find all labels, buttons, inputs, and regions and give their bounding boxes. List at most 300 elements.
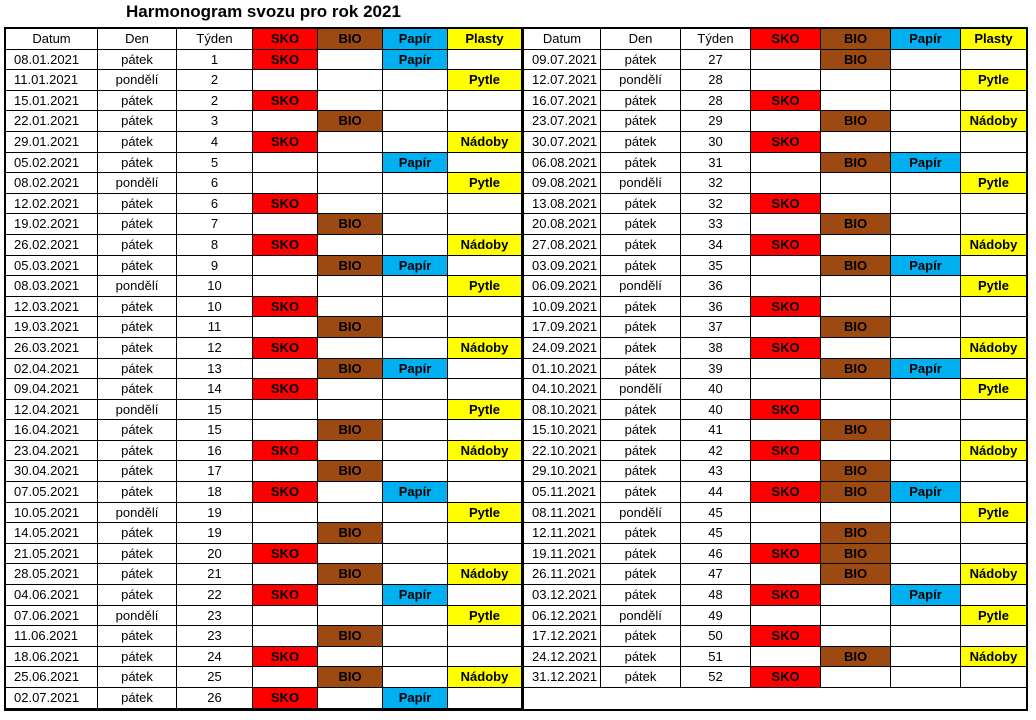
- cell-date: 17.12.2021: [524, 626, 601, 647]
- cell-day: pátek: [601, 482, 681, 503]
- header-sko: SKO: [253, 29, 318, 50]
- cell-sko: [253, 276, 318, 297]
- cell-day: pondělí: [98, 503, 177, 524]
- cell-sko: [253, 70, 318, 91]
- cell-plasty: [448, 420, 521, 441]
- cell-bio: [821, 338, 891, 359]
- cell-day: pondělí: [601, 276, 681, 297]
- cell-sko: [751, 420, 821, 441]
- cell-week: 50: [681, 626, 751, 647]
- cell-plasty: [961, 214, 1026, 235]
- cell-day: pátek: [98, 297, 177, 318]
- cell-week: 23: [177, 606, 253, 627]
- cell-sko: [253, 317, 318, 338]
- cell-date: 27.08.2021: [524, 235, 601, 256]
- cell-week: 4: [177, 132, 253, 153]
- cell-plasty: [448, 626, 521, 647]
- cell-bio: BIO: [318, 420, 383, 441]
- cell-bio: [318, 153, 383, 174]
- cell-date: 09.08.2021: [524, 173, 601, 194]
- cell-plasty: [448, 688, 521, 709]
- cell-plasty: [961, 523, 1026, 544]
- header-papir: Papír: [891, 29, 961, 50]
- schedule-second-half: [524, 29, 1026, 688]
- cell-bio: BIO: [821, 256, 891, 277]
- cell-bio: [821, 585, 891, 606]
- cell-bio: BIO: [821, 482, 891, 503]
- cell-papir: [383, 194, 448, 215]
- cell-date: 13.08.2021: [524, 194, 601, 215]
- cell-plasty: [448, 359, 521, 380]
- cell-papir: [891, 626, 961, 647]
- cell-papir: [383, 564, 448, 585]
- cell-papir: [383, 235, 448, 256]
- cell-date: 05.03.2021: [6, 256, 98, 277]
- cell-date: 26.02.2021: [6, 235, 98, 256]
- cell-day: pátek: [98, 482, 177, 503]
- cell-sko: [253, 359, 318, 380]
- cell-plasty: [961, 132, 1026, 153]
- cell-sko: SKO: [253, 379, 318, 400]
- cell-papir: [891, 214, 961, 235]
- cell-date: 05.11.2021: [524, 482, 601, 503]
- cell-week: 52: [681, 667, 751, 688]
- cell-week: 32: [681, 173, 751, 194]
- cell-papir: [383, 400, 448, 421]
- cell-papir: [891, 111, 961, 132]
- cell-bio: [821, 379, 891, 400]
- cell-papir: [383, 111, 448, 132]
- cell-sko: SKO: [751, 194, 821, 215]
- cell-sko: SKO: [751, 544, 821, 565]
- cell-bio: [318, 379, 383, 400]
- cell-day: pátek: [98, 91, 177, 112]
- cell-date: 10.05.2021: [6, 503, 98, 524]
- cell-sko: [253, 564, 318, 585]
- cell-day: pátek: [98, 564, 177, 585]
- cell-day: pátek: [601, 194, 681, 215]
- cell-week: 26: [177, 688, 253, 709]
- cell-papir: [383, 523, 448, 544]
- cell-week: 40: [681, 400, 751, 421]
- cell-day: pondělí: [601, 173, 681, 194]
- cell-date: 24.12.2021: [524, 647, 601, 668]
- cell-bio: [318, 503, 383, 524]
- cell-sko: [253, 667, 318, 688]
- cell-sko: [253, 173, 318, 194]
- cell-plasty: Pytle: [961, 70, 1026, 91]
- cell-papir: Papír: [891, 153, 961, 174]
- cell-sko: SKO: [751, 235, 821, 256]
- header-week: Týden: [177, 29, 253, 50]
- cell-date: 03.09.2021: [524, 256, 601, 277]
- header-bio: BIO: [821, 29, 891, 50]
- cell-papir: [383, 91, 448, 112]
- cell-date: 20.08.2021: [524, 214, 601, 235]
- cell-day: pátek: [601, 132, 681, 153]
- cell-plasty: Pytle: [448, 606, 521, 627]
- cell-week: 5: [177, 153, 253, 174]
- cell-bio: [821, 91, 891, 112]
- cell-plasty: [961, 50, 1026, 71]
- cell-bio: BIO: [318, 564, 383, 585]
- cell-papir: [383, 338, 448, 359]
- cell-sko: [751, 503, 821, 524]
- cell-sko: [751, 153, 821, 174]
- cell-papir: [891, 173, 961, 194]
- cell-bio: [821, 626, 891, 647]
- cell-day: pátek: [601, 50, 681, 71]
- cell-date: 07.06.2021: [6, 606, 98, 627]
- cell-bio: BIO: [318, 523, 383, 544]
- cell-date: 31.12.2021: [524, 667, 601, 688]
- cell-plasty: Pytle: [961, 276, 1026, 297]
- cell-bio: [318, 585, 383, 606]
- cell-bio: [318, 50, 383, 71]
- cell-bio: [318, 688, 383, 709]
- cell-sko: [253, 626, 318, 647]
- cell-date: 08.10.2021: [524, 400, 601, 421]
- cell-date: 30.07.2021: [524, 132, 601, 153]
- cell-papir: [383, 441, 448, 462]
- cell-papir: [891, 420, 961, 441]
- cell-bio: BIO: [318, 461, 383, 482]
- cell-day: pátek: [601, 400, 681, 421]
- schedule-first-half: [6, 29, 524, 709]
- cell-day: pondělí: [98, 276, 177, 297]
- cell-week: 36: [681, 276, 751, 297]
- cell-week: 12: [177, 338, 253, 359]
- cell-week: 51: [681, 647, 751, 668]
- cell-sko: SKO: [253, 132, 318, 153]
- cell-week: 14: [177, 379, 253, 400]
- cell-plasty: [448, 111, 521, 132]
- cell-bio: [821, 132, 891, 153]
- cell-plasty: [961, 544, 1026, 565]
- cell-plasty: [961, 585, 1026, 606]
- cell-week: 23: [177, 626, 253, 647]
- cell-bio: [318, 91, 383, 112]
- cell-day: pátek: [601, 235, 681, 256]
- cell-week: 45: [681, 523, 751, 544]
- cell-sko: [751, 317, 821, 338]
- cell-day: pátek: [98, 214, 177, 235]
- schedule-table: [4, 27, 1028, 711]
- cell-date: 14.05.2021: [6, 523, 98, 544]
- cell-day: pátek: [98, 50, 177, 71]
- cell-papir: [891, 276, 961, 297]
- cell-day: pátek: [601, 153, 681, 174]
- cell-papir: [891, 400, 961, 421]
- cell-day: pondělí: [601, 606, 681, 627]
- cell-papir: [383, 647, 448, 668]
- cell-sko: [253, 523, 318, 544]
- cell-week: 28: [681, 91, 751, 112]
- cell-day: pondělí: [98, 173, 177, 194]
- cell-papir: [383, 544, 448, 565]
- cell-bio: BIO: [821, 420, 891, 441]
- cell-bio: [821, 503, 891, 524]
- cell-sko: [253, 606, 318, 627]
- cell-sko: SKO: [253, 297, 318, 318]
- cell-day: pátek: [98, 359, 177, 380]
- cell-papir: [891, 338, 961, 359]
- cell-papir: [891, 297, 961, 318]
- cell-date: 26.03.2021: [6, 338, 98, 359]
- cell-date: 29.10.2021: [524, 461, 601, 482]
- cell-plasty: Nádoby: [961, 564, 1026, 585]
- cell-bio: BIO: [821, 647, 891, 668]
- cell-bio: BIO: [318, 626, 383, 647]
- cell-sko: [751, 606, 821, 627]
- cell-plasty: [448, 256, 521, 277]
- cell-papir: [383, 420, 448, 441]
- cell-plasty: [448, 647, 521, 668]
- cell-week: 37: [681, 317, 751, 338]
- cell-papir: Papír: [383, 688, 448, 709]
- cell-week: 32: [681, 194, 751, 215]
- cell-day: pondělí: [98, 606, 177, 627]
- cell-date: 09.04.2021: [6, 379, 98, 400]
- cell-plasty: [448, 379, 521, 400]
- cell-papir: Papír: [891, 585, 961, 606]
- cell-bio: [821, 194, 891, 215]
- cell-bio: [821, 276, 891, 297]
- cell-week: 19: [177, 523, 253, 544]
- cell-bio: [821, 667, 891, 688]
- cell-bio: BIO: [318, 359, 383, 380]
- cell-day: pátek: [601, 420, 681, 441]
- cell-day: pátek: [98, 688, 177, 709]
- cell-bio: BIO: [318, 317, 383, 338]
- cell-week: 38: [681, 338, 751, 359]
- cell-bio: [318, 132, 383, 153]
- cell-bio: [318, 297, 383, 318]
- cell-week: 2: [177, 70, 253, 91]
- cell-plasty: [448, 544, 521, 565]
- cell-day: pátek: [601, 441, 681, 462]
- cell-day: pátek: [98, 317, 177, 338]
- cell-bio: [821, 441, 891, 462]
- cell-bio: BIO: [318, 111, 383, 132]
- cell-plasty: [961, 297, 1026, 318]
- header-day: Den: [98, 29, 177, 50]
- cell-bio: BIO: [821, 461, 891, 482]
- cell-plasty: Pytle: [961, 379, 1026, 400]
- cell-week: 36: [681, 297, 751, 318]
- cell-sko: SKO: [253, 647, 318, 668]
- cell-day: pátek: [98, 667, 177, 688]
- cell-sko: [751, 173, 821, 194]
- cell-sko: SKO: [751, 297, 821, 318]
- cell-plasty: Nádoby: [961, 441, 1026, 462]
- cell-papir: [383, 317, 448, 338]
- cell-papir: [891, 667, 961, 688]
- cell-sko: SKO: [253, 50, 318, 71]
- cell-week: 24: [177, 647, 253, 668]
- cell-papir: Papír: [383, 585, 448, 606]
- cell-day: pondělí: [601, 503, 681, 524]
- cell-plasty: [961, 194, 1026, 215]
- cell-week: 13: [177, 359, 253, 380]
- cell-sko: SKO: [751, 338, 821, 359]
- cell-papir: [891, 132, 961, 153]
- cell-week: 35: [681, 256, 751, 277]
- cell-week: 44: [681, 482, 751, 503]
- cell-plasty: [961, 482, 1026, 503]
- cell-week: 22: [177, 585, 253, 606]
- cell-day: pátek: [601, 461, 681, 482]
- cell-papir: [383, 379, 448, 400]
- cell-day: pátek: [601, 297, 681, 318]
- cell-plasty: Pytle: [448, 173, 521, 194]
- cell-sko: [751, 359, 821, 380]
- cell-bio: [318, 482, 383, 503]
- cell-date: 15.01.2021: [6, 91, 98, 112]
- cell-date: 12.02.2021: [6, 194, 98, 215]
- cell-week: 42: [681, 441, 751, 462]
- cell-papir: Papír: [891, 256, 961, 277]
- cell-day: pátek: [98, 585, 177, 606]
- cell-week: 1: [177, 50, 253, 71]
- cell-week: 31: [681, 153, 751, 174]
- cell-week: 30: [681, 132, 751, 153]
- cell-sko: [751, 214, 821, 235]
- cell-date: 11.06.2021: [6, 626, 98, 647]
- cell-date: 22.01.2021: [6, 111, 98, 132]
- cell-plasty: Nádoby: [448, 235, 521, 256]
- cell-week: 9: [177, 256, 253, 277]
- cell-bio: BIO: [318, 256, 383, 277]
- cell-week: 33: [681, 214, 751, 235]
- cell-bio: BIO: [821, 111, 891, 132]
- header-date: Datum: [6, 29, 98, 50]
- cell-date: 24.09.2021: [524, 338, 601, 359]
- cell-week: 11: [177, 317, 253, 338]
- cell-plasty: [448, 214, 521, 235]
- cell-sko: SKO: [253, 688, 318, 709]
- cell-date: 04.10.2021: [524, 379, 601, 400]
- cell-papir: [383, 606, 448, 627]
- cell-sko: SKO: [751, 585, 821, 606]
- cell-week: 46: [681, 544, 751, 565]
- cell-bio: [821, 297, 891, 318]
- cell-week: 28: [681, 70, 751, 91]
- cell-papir: [383, 276, 448, 297]
- cell-date: 21.05.2021: [6, 544, 98, 565]
- cell-bio: [318, 338, 383, 359]
- cell-date: 03.12.2021: [524, 585, 601, 606]
- cell-bio: BIO: [821, 564, 891, 585]
- cell-sko: SKO: [751, 626, 821, 647]
- cell-plasty: [448, 50, 521, 71]
- cell-plasty: Nádoby: [961, 111, 1026, 132]
- cell-date: 19.03.2021: [6, 317, 98, 338]
- cell-bio: BIO: [318, 667, 383, 688]
- cell-date: 25.06.2021: [6, 667, 98, 688]
- cell-plasty: Nádoby: [961, 338, 1026, 359]
- cell-sko: SKO: [751, 91, 821, 112]
- cell-sko: SKO: [253, 235, 318, 256]
- cell-date: 12.07.2021: [524, 70, 601, 91]
- cell-bio: [821, 70, 891, 91]
- cell-papir: Papír: [891, 359, 961, 380]
- cell-date: 18.06.2021: [6, 647, 98, 668]
- cell-plasty: [961, 317, 1026, 338]
- cell-papir: Papír: [383, 256, 448, 277]
- cell-date: 08.03.2021: [6, 276, 98, 297]
- cell-plasty: [961, 153, 1026, 174]
- cell-plasty: [448, 523, 521, 544]
- cell-bio: BIO: [821, 317, 891, 338]
- cell-day: pátek: [601, 359, 681, 380]
- cell-week: 10: [177, 276, 253, 297]
- cell-day: pátek: [98, 626, 177, 647]
- cell-sko: [751, 50, 821, 71]
- cell-week: 16: [177, 441, 253, 462]
- cell-bio: [821, 606, 891, 627]
- cell-week: 7: [177, 214, 253, 235]
- cell-date: 15.10.2021: [524, 420, 601, 441]
- cell-papir: [891, 606, 961, 627]
- cell-plasty: [448, 317, 521, 338]
- cell-plasty: Pytle: [961, 606, 1026, 627]
- cell-week: 47: [681, 564, 751, 585]
- cell-bio: [821, 173, 891, 194]
- cell-day: pátek: [601, 564, 681, 585]
- cell-sko: [253, 153, 318, 174]
- cell-papir: [383, 667, 448, 688]
- cell-papir: [891, 503, 961, 524]
- cell-papir: [891, 317, 961, 338]
- cell-date: 04.06.2021: [6, 585, 98, 606]
- cell-plasty: [448, 482, 521, 503]
- cell-sko: [253, 214, 318, 235]
- cell-week: 43: [681, 461, 751, 482]
- cell-sko: [253, 256, 318, 277]
- cell-sko: SKO: [253, 194, 318, 215]
- cell-day: pátek: [98, 647, 177, 668]
- cell-week: 2: [177, 91, 253, 112]
- cell-bio: [318, 606, 383, 627]
- cell-papir: [891, 461, 961, 482]
- cell-date: 23.07.2021: [524, 111, 601, 132]
- cell-date: 19.11.2021: [524, 544, 601, 565]
- cell-bio: BIO: [821, 50, 891, 71]
- cell-sko: SKO: [751, 667, 821, 688]
- cell-bio: [318, 647, 383, 668]
- cell-week: 15: [177, 400, 253, 421]
- cell-sko: [751, 70, 821, 91]
- cell-date: 16.07.2021: [524, 91, 601, 112]
- cell-sko: [253, 111, 318, 132]
- header-date: Datum: [524, 29, 601, 50]
- cell-date: 07.05.2021: [6, 482, 98, 503]
- cell-plasty: [961, 91, 1026, 112]
- cell-date: 06.08.2021: [524, 153, 601, 174]
- header-papir: Papír: [383, 29, 448, 50]
- cell-date: 29.01.2021: [6, 132, 98, 153]
- cell-sko: [751, 461, 821, 482]
- cell-plasty: Nádoby: [448, 441, 521, 462]
- cell-week: 45: [681, 503, 751, 524]
- cell-bio: BIO: [821, 153, 891, 174]
- cell-papir: [891, 544, 961, 565]
- cell-papir: Papír: [383, 482, 448, 503]
- cell-bio: [318, 194, 383, 215]
- cell-sko: SKO: [253, 91, 318, 112]
- cell-date: 09.07.2021: [524, 50, 601, 71]
